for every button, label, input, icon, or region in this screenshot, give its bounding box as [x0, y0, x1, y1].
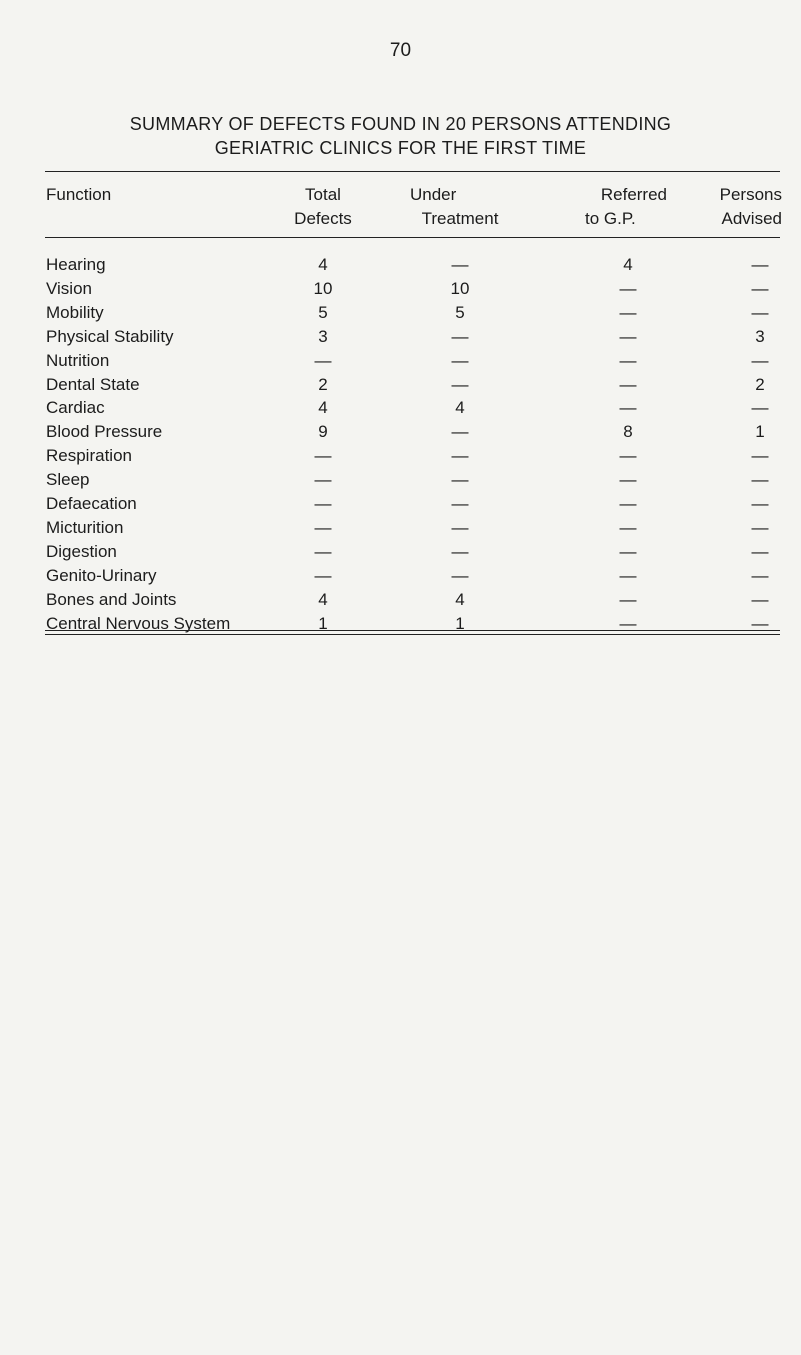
- header-function: [46, 183, 111, 207]
- cell-referred-gp: —: [619, 446, 637, 466]
- cell-under-treatment: 10: [450, 278, 470, 298]
- cell-total-defects: 3: [318, 326, 328, 346]
- header-referred: [585, 183, 667, 231]
- cell-function: Bones and Joints: [46, 589, 177, 609]
- cell-under-treatment: —: [451, 494, 469, 513]
- table-header-rule: [45, 237, 780, 238]
- cell-persons-advised: —: [751, 565, 769, 585]
- cell-persons-advised: 3: [755, 326, 765, 346]
- cell-under-treatment: —: [451, 326, 469, 346]
- cell-total-defects: —: [314, 541, 332, 561]
- page-number: 70: [389, 40, 412, 61]
- table-row: [0, 396, 801, 419]
- header-total-line1: Total: [305, 185, 341, 204]
- cell-function: Central Nervous System: [46, 613, 231, 633]
- title-line-1: SUMMARY OF DEFECTS FOUND IN 20 PERSONS ATTENDING: [129, 114, 672, 134]
- header-persons-advised: [700, 183, 782, 231]
- table-row: [0, 540, 801, 563]
- cell-function: Respiration: [46, 446, 132, 466]
- cell-referred-gp: 4: [623, 255, 633, 274]
- cell-persons-advised: —: [751, 541, 769, 561]
- cell-total-defects: 10: [313, 278, 333, 298]
- table-row: [0, 349, 801, 372]
- cell-function: Vision: [46, 278, 92, 298]
- table-row: [0, 516, 801, 539]
- cell-total-defects: 1: [318, 613, 328, 633]
- header-referred-line2: to G.P.: [585, 209, 636, 228]
- cell-under-treatment: —: [451, 446, 469, 466]
- header-total-line2: Defects: [294, 209, 352, 228]
- cell-total-defects: —: [314, 446, 332, 466]
- cell-under-treatment: —: [451, 517, 469, 537]
- cell-function: Sleep: [46, 470, 90, 490]
- cell-persons-advised: —: [751, 278, 769, 298]
- cell-referred-gp: —: [619, 302, 637, 322]
- cell-function: Digestion: [46, 541, 117, 561]
- cell-under-treatment: —: [451, 374, 469, 394]
- cell-function: Physical Stability: [46, 326, 174, 346]
- cell-persons-advised: 1: [755, 422, 765, 442]
- table-row: [0, 588, 801, 611]
- header-total-defects: [280, 183, 366, 231]
- cell-function: Nutrition: [46, 350, 110, 370]
- header-under-line1: Under: [410, 185, 457, 204]
- cell-function: Genito-Urinary: [46, 565, 157, 585]
- table-row: [0, 253, 801, 276]
- cell-persons-advised: —: [751, 398, 769, 418]
- cell-referred-gp: —: [619, 326, 637, 346]
- cell-total-defects: —: [314, 350, 332, 370]
- cell-function: Dental State: [46, 374, 140, 394]
- cell-total-defects: —: [314, 565, 332, 585]
- table-row: [0, 277, 801, 300]
- header-persons-line2: Advised: [721, 209, 782, 228]
- cell-total-defects: —: [314, 517, 332, 537]
- cell-referred-gp: —: [619, 541, 637, 561]
- table-bottom-rule-1: [45, 630, 780, 631]
- cell-function: Defaecation: [46, 494, 137, 513]
- table-row: [0, 468, 801, 491]
- table-row: [0, 564, 801, 587]
- cell-under-treatment: —: [451, 350, 469, 370]
- cell-under-treatment: 4: [455, 398, 465, 418]
- cell-referred-gp: —: [619, 470, 637, 490]
- header-referred-line1: Referred: [600, 185, 667, 204]
- cell-persons-advised: 2: [755, 374, 765, 394]
- table-row: [0, 612, 801, 635]
- cell-under-treatment: —: [451, 255, 469, 274]
- header-under-line2: Treatment: [421, 209, 499, 228]
- cell-referred-gp: —: [619, 374, 637, 394]
- cell-referred-gp: —: [619, 589, 637, 609]
- cell-total-defects: —: [314, 494, 332, 513]
- cell-function: Cardiac: [46, 398, 105, 418]
- cell-referred-gp: —: [619, 494, 637, 513]
- title-line-2: GERIATRIC CLINICS FOR THE FIRST TIME: [214, 138, 587, 158]
- header-function-label: Function: [46, 185, 112, 204]
- cell-total-defects: 4: [318, 589, 328, 609]
- table-row: [0, 420, 801, 443]
- cell-persons-advised: —: [751, 255, 769, 274]
- cell-total-defects: 2: [318, 374, 328, 394]
- cell-persons-advised: —: [751, 470, 769, 490]
- cell-total-defects: 4: [318, 255, 328, 274]
- cell-total-defects: 4: [318, 398, 328, 418]
- page-title: [0, 112, 801, 160]
- cell-total-defects: 9: [318, 422, 328, 442]
- cell-under-treatment: —: [451, 541, 469, 561]
- cell-persons-advised: —: [751, 446, 769, 466]
- cell-under-treatment: —: [451, 470, 469, 490]
- cell-function: Micturition: [46, 517, 124, 537]
- cell-referred-gp: —: [619, 517, 637, 537]
- cell-function: Mobility: [46, 302, 104, 322]
- table-row: [0, 301, 801, 324]
- cell-function: Blood Pressure: [46, 422, 163, 442]
- cell-persons-advised: —: [751, 613, 769, 633]
- cell-persons-advised: —: [751, 302, 769, 322]
- cell-under-treatment: 1: [455, 613, 465, 633]
- cell-persons-advised: —: [751, 517, 769, 537]
- cell-referred-gp: —: [619, 565, 637, 585]
- cell-referred-gp: —: [619, 613, 637, 633]
- table-row: [0, 373, 801, 396]
- header-under-treatment: [408, 183, 512, 231]
- header-persons-line1: Persons: [719, 185, 782, 204]
- table-row: [0, 444, 801, 467]
- cell-total-defects: —: [314, 470, 332, 490]
- table-row: [0, 492, 801, 515]
- cell-referred-gp: —: [619, 398, 637, 418]
- cell-total-defects: 5: [318, 302, 328, 322]
- cell-referred-gp: —: [619, 350, 637, 370]
- cell-referred-gp: —: [619, 278, 637, 298]
- cell-under-treatment: 5: [455, 302, 465, 322]
- cell-under-treatment: —: [451, 565, 469, 585]
- table-bottom-rule-2: [45, 634, 780, 635]
- cell-persons-advised: —: [751, 350, 769, 370]
- cell-function: Hearing: [46, 255, 106, 274]
- table-row: [0, 325, 801, 348]
- cell-referred-gp: 8: [623, 422, 633, 442]
- cell-persons-advised: —: [751, 494, 769, 513]
- cell-under-treatment: 4: [455, 589, 465, 609]
- table-top-rule: [45, 171, 780, 172]
- cell-under-treatment: —: [451, 422, 469, 442]
- bleed-through-texture: [40, 690, 780, 1330]
- cell-persons-advised: —: [751, 589, 769, 609]
